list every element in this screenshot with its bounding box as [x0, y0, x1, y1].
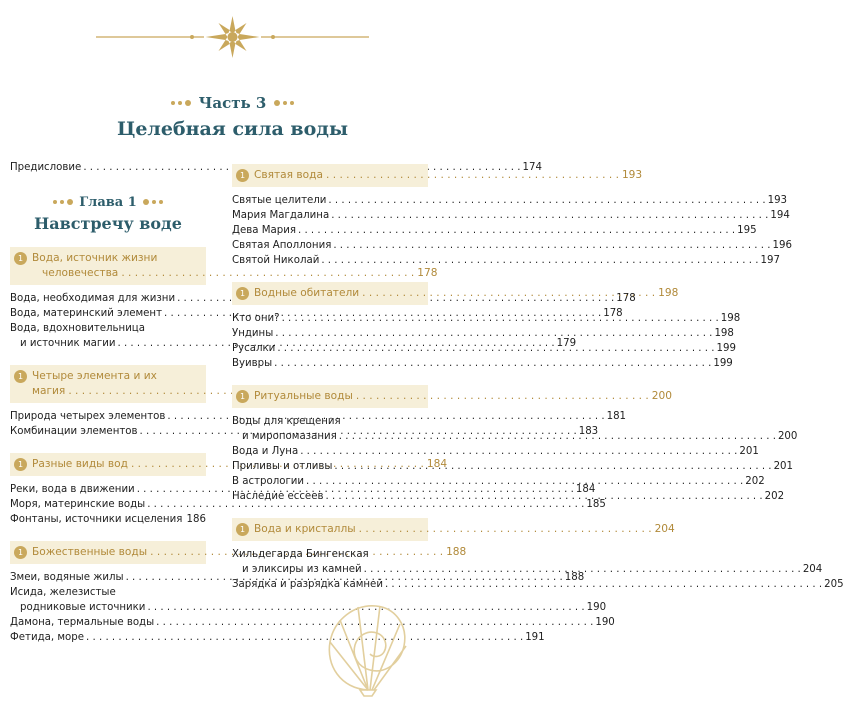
- toc-entry[interactable]: и миропомазания . . . 200: [232, 429, 428, 444]
- toc-entry[interactable]: и эликсиры из камней . . . 204: [232, 562, 428, 577]
- toc-entry[interactable]: Наследие ессеев . . . 202: [232, 489, 428, 504]
- section-number-badge: 1: [236, 390, 249, 403]
- toc-entry[interactable]: Зарядка и разрядка камней . . . 205: [232, 577, 428, 592]
- dots-ornament-icon: [171, 100, 191, 106]
- toc-entry[interactable]: Кто они? . . . 198: [232, 311, 428, 326]
- toc-entry[interactable]: родниковые источники . . . 190: [10, 600, 206, 615]
- part-title: Целебная сила воды: [116, 118, 349, 140]
- toc-section[interactable]: 1 Святая вода . . . 193: [232, 164, 428, 187]
- dots-ornament-icon: [53, 199, 73, 205]
- toc-entry[interactable]: и источник магии . . . 179: [10, 336, 206, 351]
- toc-section[interactable]: 1 Ритуальные воды . . . 200: [232, 385, 428, 408]
- chapter-label: Глава 1: [79, 194, 137, 210]
- toc-section[interactable]: 1 Четыре элемента и их магия . . .: [10, 365, 206, 403]
- toc-section[interactable]: 1 Разные виды вод . . . 184: [10, 453, 206, 476]
- toc-entry[interactable]: Природа четырех элементов . . . 181: [10, 409, 206, 424]
- toc-entry-line: Воды для крещения: [232, 416, 341, 427]
- toc-entry[interactable]: Дева Мария . . . 195: [232, 223, 428, 238]
- toc-entry[interactable]: Святой Николай . . . 197: [232, 253, 428, 268]
- section-number-badge: 1: [14, 252, 27, 265]
- chapter-title: Навстречу воде: [34, 213, 182, 233]
- toc-section[interactable]: 1 Божественные воды . . . 188: [10, 541, 206, 564]
- dots-ornament-icon: [143, 199, 163, 205]
- toc-entry[interactable]: Фетида, море . . . 191: [10, 630, 206, 645]
- toc-entry-line: Вода, вдохновительница: [10, 322, 145, 334]
- section-number-badge: 1: [236, 169, 249, 182]
- toc-entry[interactable]: Русалки . . . 199: [232, 341, 428, 356]
- toc-section[interactable]: 1 Вода, источник жизни человечества . . . 178: [10, 247, 206, 285]
- section-number-badge: 1: [14, 370, 27, 383]
- toc-entry[interactable]: Вода и Луна . . . 201: [232, 444, 428, 459]
- toc-entry-preface[interactable]: Предисловие . . . 174: [10, 160, 206, 175]
- toc-entry[interactable]: Мария Магдалина . . . 194: [232, 208, 428, 223]
- toc-entry[interactable]: Святая Аполлония . . . 196: [232, 238, 428, 253]
- toc-entry[interactable]: Ундины . . . 198: [232, 326, 428, 341]
- toc-entry-line: Хильдегарда Бингенская: [232, 549, 369, 560]
- toc-section[interactable]: 1 Вода и кристаллы . . . 204: [232, 518, 428, 541]
- section-number-badge: 1: [236, 287, 249, 300]
- toc-entry[interactable]: Змеи, водяные жилы . . . 188: [10, 570, 206, 585]
- toc-entry[interactable]: Дамона, термальные воды . . . 190: [10, 615, 206, 630]
- dots-ornament-icon: [274, 100, 294, 106]
- sun-ornament-icon: [96, 14, 369, 60]
- toc-entry[interactable]: Вода, материнский элемент . . . 178: [10, 306, 206, 321]
- toc-entry[interactable]: Вуивры . . . 199: [232, 356, 428, 371]
- toc-entry[interactable]: В астрологии . . . 202: [232, 474, 428, 489]
- section-number-badge: 1: [14, 458, 27, 471]
- toc-entry[interactable]: Приливы и отливы . . . 201: [232, 459, 428, 474]
- part-heading: [0, 90, 465, 140]
- seashell-icon: [320, 590, 415, 700]
- toc-entry[interactable]: Вода, необходимая для жизни . . . 178: [10, 291, 206, 306]
- toc-entry[interactable]: Фонтаны, источники исцеления . . . 186: [10, 512, 206, 527]
- toc-entry[interactable]: Реки, вода в движении . . . 184: [10, 482, 206, 497]
- part-label: Часть 3: [198, 94, 267, 112]
- section-number-badge: 1: [236, 523, 249, 536]
- toc-entry[interactable]: Комбинации элементов . . . 183: [10, 424, 206, 439]
- section-number-badge: 1: [14, 546, 27, 559]
- toc-section[interactable]: 1 Водные обитатели . . . 198: [232, 282, 428, 305]
- chapter-heading: [10, 189, 206, 233]
- toc-entry[interactable]: Моря, материнские воды . . . 185: [10, 497, 206, 512]
- toc-entry[interactable]: Святые целители . . . 193: [232, 193, 428, 208]
- toc-entry-line: Исида, железистые: [10, 586, 116, 598]
